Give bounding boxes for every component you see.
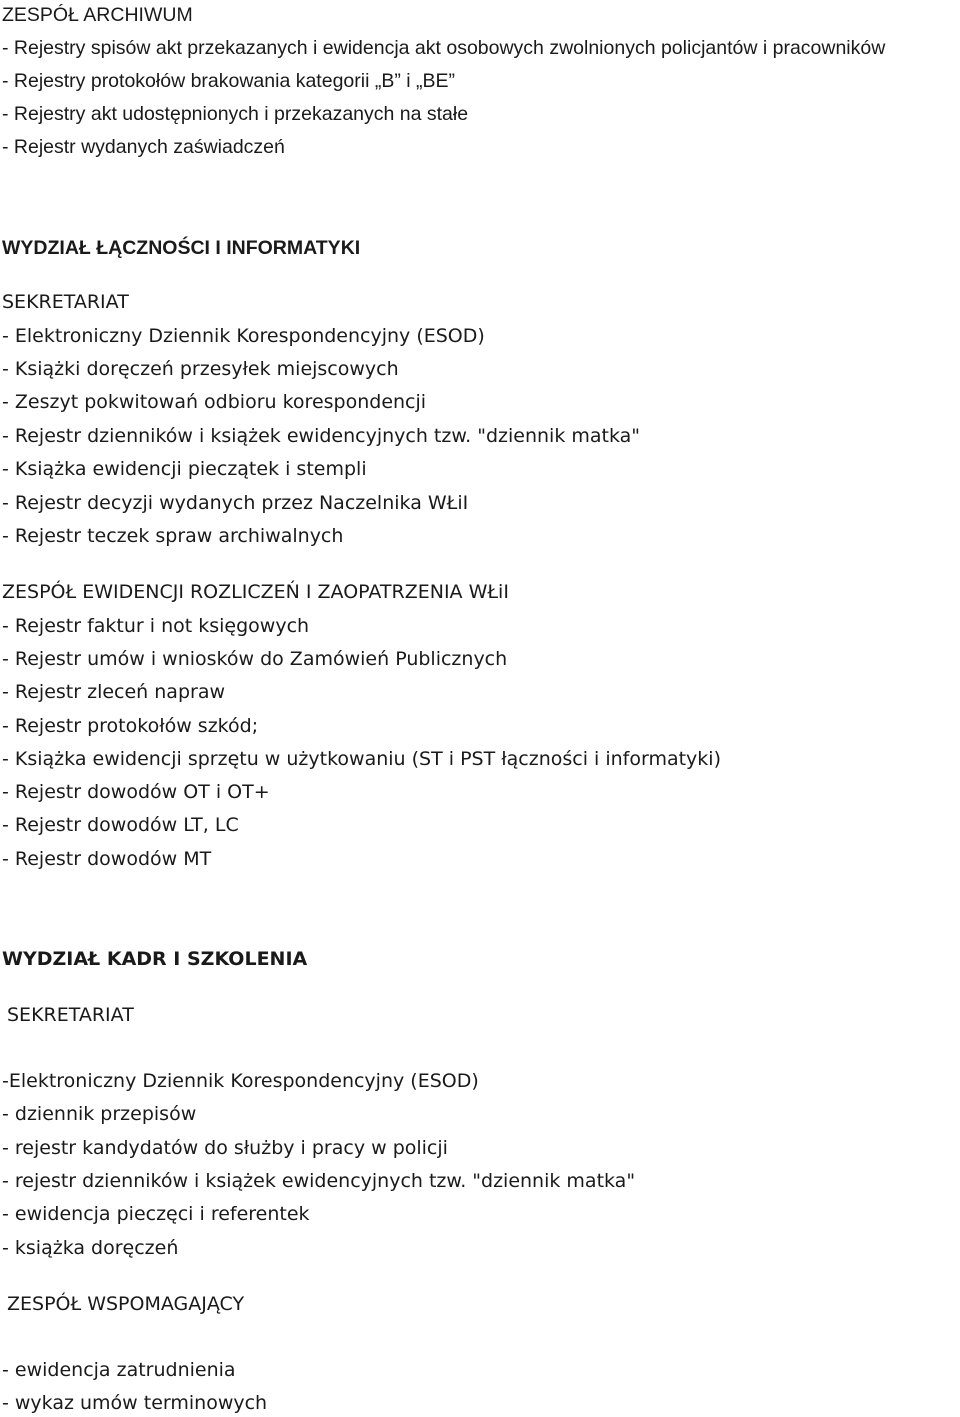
list-item: - książka doręczeń bbox=[2, 1237, 179, 1259]
list-item: - Rejestr dowodów OT i OT+ bbox=[2, 781, 270, 803]
list-item: - Rejestry akt udostępnionych i przekazanych na stałe bbox=[2, 103, 469, 125]
subsection-heading: SEKRETARIAT bbox=[2, 291, 129, 313]
subsection-heading: ZESPÓŁ WSPOMAGAJĄCY bbox=[7, 1293, 245, 1315]
list-item: - Zeszyt pokwitowań odbioru korespondencji bbox=[2, 391, 427, 413]
list-item: - Rejestr decyzji wydanych przez Naczelnika WŁiI bbox=[2, 492, 469, 514]
list-item: - wykaz umów terminowych bbox=[2, 1392, 268, 1414]
list-item: - Rejestry spisów akt przekazanych i ewidencja akt osobowych zwolnionych policjantów i pracowników bbox=[2, 37, 886, 59]
list-item: - Rejestr teczek spraw archiwalnych bbox=[2, 525, 344, 547]
list-item: - Rejestr dowodów MT bbox=[2, 848, 212, 870]
list-item: - ewidencja zatrudnienia bbox=[2, 1359, 236, 1381]
subsection-heading: SEKRETARIAT bbox=[7, 1004, 134, 1026]
list-item: - Rejestr protokołów szkód; bbox=[2, 715, 259, 737]
list-item: - Książka ewidencji sprzętu w użytkowaniu (ST i PST łączności i informatyki) bbox=[2, 748, 721, 770]
list-item: - Rejestr dzienników i książek ewidencyjnych tzw. "dziennik matka" bbox=[2, 425, 641, 447]
list-item: - Elektroniczny Dziennik Korespondencyjny (ESOD) bbox=[2, 325, 485, 347]
list-item: - Rejestr dowodów LT, LC bbox=[2, 814, 239, 836]
list-item: - dziennik przepisów bbox=[2, 1103, 197, 1125]
list-item: - rejestr kandydatów do służby i pracy w policji bbox=[2, 1137, 448, 1159]
list-item: - Rejestr faktur i not księgowych bbox=[2, 615, 310, 637]
list-item: - Książka ewidencji pieczątek i stempli bbox=[2, 458, 367, 480]
list-item: - Rejestr umów i wniosków do Zamówień Publicznych bbox=[2, 648, 508, 670]
list-item: - Rejestr zleceń napraw bbox=[2, 681, 225, 703]
section-heading: WYDZIAŁ ŁĄCZNOŚCI I INFORMATYKI bbox=[2, 237, 361, 259]
list-item: - rejestr dzienników i książek ewidencyjnych tzw. "dziennik matka" bbox=[2, 1170, 636, 1192]
list-item: - Rejestr wydanych zaświadczeń bbox=[2, 136, 285, 158]
list-item: - Rejestry protokołów brakowania kategorii „B” i „BE” bbox=[2, 70, 455, 92]
section-heading: WYDZIAŁ KADR I SZKOLENIA bbox=[2, 948, 308, 970]
list-item: - Książki doręczeń przesyłek miejscowych bbox=[2, 358, 399, 380]
subsection-heading: ZESPÓŁ EWIDENCJI ROZLICZEŃ I ZAOPATRZENIA WŁiI bbox=[2, 581, 509, 603]
list-item: - ewidencja pieczęci i referentek bbox=[2, 1203, 310, 1225]
list-item: -Elektroniczny Dziennik Korespondencyjny (ESOD) bbox=[2, 1070, 479, 1092]
archiwum-heading: ZESPÓŁ ARCHIWUM bbox=[2, 4, 193, 26]
